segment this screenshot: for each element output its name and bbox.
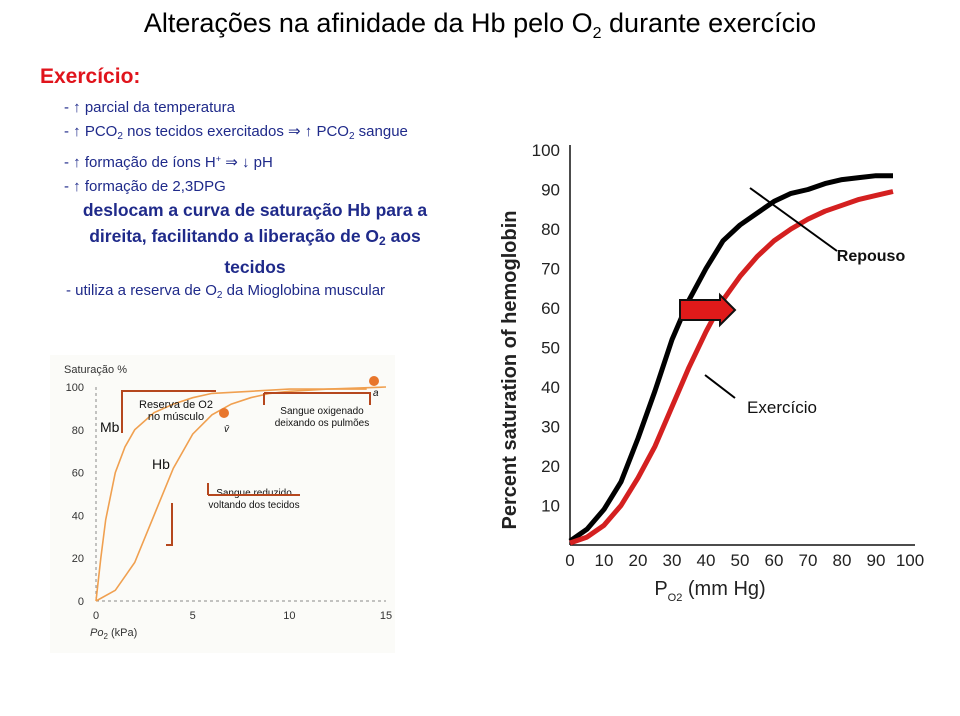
right-xtick-label: 30 bbox=[662, 551, 682, 570]
right-ytick-label: 10 bbox=[541, 496, 560, 516]
left-xtick-label: 10 bbox=[283, 610, 296, 622]
dissociation-chart-left bbox=[40, 355, 400, 655]
right-xtick-label: 20 bbox=[628, 551, 648, 570]
arrow-up-icon: ↑ bbox=[73, 122, 81, 140]
left-ytick-label: 20 bbox=[71, 553, 84, 566]
right-xtick-label: 70 bbox=[798, 551, 818, 570]
left-xtick-label: 0 bbox=[92, 610, 100, 622]
label-red-2: voltando dos tecidos bbox=[208, 500, 300, 511]
right-ytick-label: 20 bbox=[541, 457, 560, 476]
right-ytick-label: 30 bbox=[541, 417, 560, 437]
label-reserve-2: no músculo bbox=[147, 411, 205, 423]
label-oxy-2: deixando os pulmões bbox=[274, 418, 370, 429]
arrow-up-icon: ↑ bbox=[304, 122, 313, 140]
left-ytick-label: 100 bbox=[65, 382, 84, 394]
bullet-pco2: - ↑ $PCO_2$ nos tecidos exercitados ⇒ ↑ $PCO_2$ sangue bbox=[64, 120, 408, 149]
right-ytick-label: 50 bbox=[541, 338, 560, 358]
left-ytick-label: 40 bbox=[71, 510, 84, 523]
left-xtick-label: 5 bbox=[189, 610, 196, 622]
label-v: v̄ bbox=[224, 424, 229, 435]
right-xtick-label: 50 bbox=[730, 551, 750, 570]
right-xtick-label: 10 bbox=[594, 551, 614, 570]
implies-icon: ⇒ bbox=[225, 154, 238, 171]
right-ytick-label: 100 bbox=[531, 141, 560, 160]
right-xtick-label: 80 bbox=[832, 551, 852, 570]
repouso-pointer bbox=[750, 188, 837, 251]
right-xtick-label: 60 bbox=[764, 551, 784, 570]
right-ylabel: Percent saturation of hemoglobin bbox=[499, 210, 521, 530]
left-xtick-label: 15 bbox=[379, 610, 393, 622]
right-xtick-label: 90 bbox=[866, 551, 886, 570]
label-reserve-1: Reserva de O2 bbox=[139, 399, 213, 411]
label-red-1: Sangue reduzido bbox=[216, 488, 292, 499]
right-ytick-label: 90 bbox=[541, 180, 560, 200]
right-xtick-label: 100 bbox=[895, 551, 925, 570]
point-a bbox=[369, 376, 379, 386]
conclusion-text: deslocam a curva de saturação Hb para a direita, facilitando a liberação de $O_2$ aos tecidos bbox=[82, 200, 428, 277]
arrow-up-icon: ↑ bbox=[73, 154, 81, 171]
mioglobina-note: - utiliza a reserva de $O_2$ da Mioglobina muscular bbox=[66, 282, 386, 301]
right-ytick-label: 40 bbox=[541, 378, 560, 397]
implies-icon: ⇒ bbox=[288, 122, 301, 140]
label-a: a bbox=[373, 388, 379, 399]
point-v bbox=[219, 408, 229, 418]
bullet-dpg: - ↑ formação de 2,3DPG bbox=[64, 175, 408, 199]
bullet-ions: - ↑ formação de íons H+ ⇒ ↓ pH bbox=[64, 148, 408, 175]
right-ytick-label: 60 bbox=[541, 299, 560, 318]
shift-right-arrow-icon bbox=[680, 295, 735, 325]
left-ytick-label: 0 bbox=[77, 596, 84, 608]
bullet-list bbox=[64, 96, 408, 198]
arrow-up-icon: ↑ bbox=[73, 177, 81, 195]
curve-repouso bbox=[570, 176, 893, 541]
right-ytick-label: 70 bbox=[541, 259, 560, 279]
exercicio-pointer bbox=[705, 375, 735, 398]
page-title: Alterações na afinidade da Hb pelo $O_2$ durante exercício bbox=[143, 8, 817, 42]
right-xtick-label: 0 bbox=[565, 551, 575, 570]
label-mb: Mb bbox=[100, 419, 120, 435]
left-ytick-label: 80 bbox=[71, 424, 84, 437]
label-exercicio: Exercício bbox=[747, 398, 817, 417]
left-xlabel: $Po_2$ (kPa) bbox=[90, 627, 138, 641]
arrow-down-icon: ↓ bbox=[241, 154, 250, 171]
right-xtick-label: 40 bbox=[696, 551, 716, 570]
right-ytick-label: 80 bbox=[541, 220, 560, 239]
label-repouso: Repouso bbox=[836, 248, 906, 265]
left-ytick-label: 60 bbox=[71, 467, 84, 480]
label-oxy-1: Sangue oxigenado bbox=[280, 406, 364, 417]
label-hb: Hb bbox=[152, 456, 170, 472]
arrow-up-icon: ↑ bbox=[73, 99, 81, 116]
bullet-temperature: - ↑ parcial da temperatura bbox=[64, 96, 408, 120]
right-xlabel: $P_{O2}$ (mm Hg) bbox=[654, 578, 766, 604]
dissociation-chart-right bbox=[480, 130, 940, 610]
exercise-heading: Exercício: bbox=[40, 65, 141, 88]
left-ylabel: Saturação % bbox=[64, 364, 127, 376]
